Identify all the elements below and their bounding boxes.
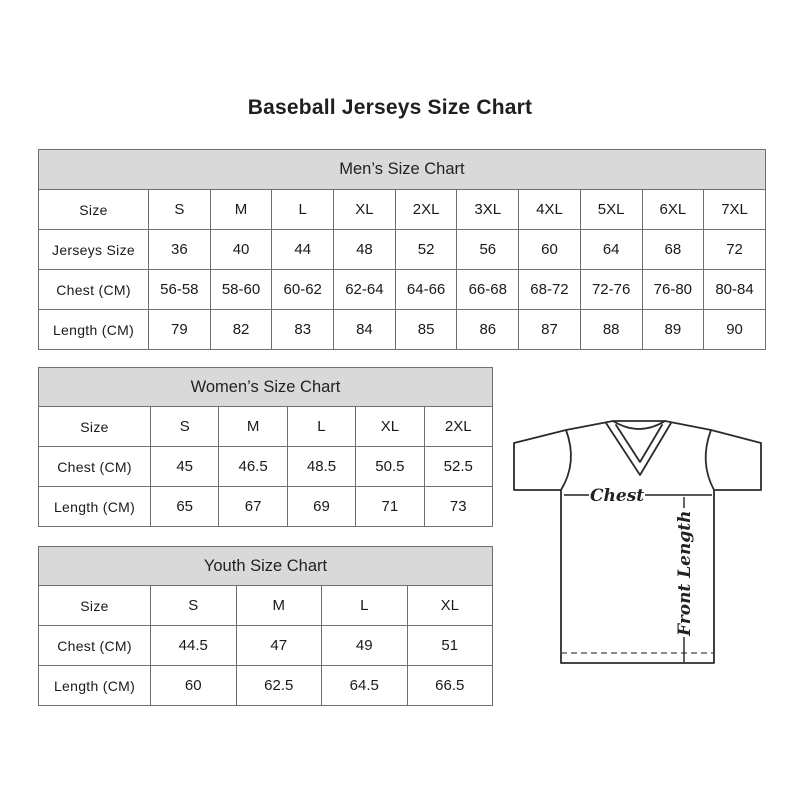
v-neck-inner — [616, 425, 662, 462]
table-cell: 48.5 — [287, 447, 355, 487]
row-label: Chest (CM) — [39, 270, 149, 310]
right-sleeve-seam — [706, 430, 714, 490]
womens-row-chest — [39, 447, 493, 487]
row-label: Length (CM) — [39, 487, 151, 527]
left-sleeve-seam — [561, 430, 571, 490]
table-cell: 60-62 — [272, 270, 334, 310]
table-cell: 89 — [642, 310, 704, 350]
mens-row-jerseys-size — [39, 230, 766, 270]
table-cell: 58-60 — [210, 270, 272, 310]
table-cell: 60 — [519, 230, 581, 270]
mens-row-chest — [39, 270, 766, 310]
table-cell: 44.5 — [151, 626, 237, 666]
table-cell: 45 — [151, 447, 219, 487]
table-cell: 85 — [395, 310, 457, 350]
table-cell: 72 — [704, 230, 766, 270]
table-cell: 64.5 — [322, 666, 408, 706]
table-cell: M — [219, 407, 287, 447]
table-cell: 71 — [356, 487, 424, 527]
table-cell: 66.5 — [407, 666, 493, 706]
youth-row-size — [39, 586, 493, 626]
womens-table-heading: Women’s Size Chart — [39, 368, 493, 407]
table-cell: M — [236, 586, 322, 626]
table-cell: 6XL — [642, 190, 704, 230]
table-cell: 7XL — [704, 190, 766, 230]
mens-size-table — [38, 149, 766, 350]
table-cell: L — [287, 407, 355, 447]
womens-size-table — [38, 367, 493, 527]
table-cell: 60 — [151, 666, 237, 706]
row-label: Chest (CM) — [39, 626, 151, 666]
mens-row-length — [39, 310, 766, 350]
mens-table-heading: Men’s Size Chart — [39, 150, 766, 190]
table-cell: 69 — [287, 487, 355, 527]
table-cell: 65 — [151, 487, 219, 527]
row-label: Size — [39, 407, 151, 447]
womens-row-length — [39, 487, 493, 527]
jersey-measurement-diagram — [505, 405, 775, 675]
table-cell: 52 — [395, 230, 457, 270]
table-cell: M — [210, 190, 272, 230]
youth-row-chest — [39, 626, 493, 666]
table-cell: 84 — [334, 310, 396, 350]
table-cell: 46.5 — [219, 447, 287, 487]
table-cell: 76-80 — [642, 270, 704, 310]
chest-label: Chest — [590, 486, 645, 506]
table-cell: 80-84 — [704, 270, 766, 310]
v-neck-outer — [606, 423, 671, 475]
table-cell: 79 — [149, 310, 211, 350]
table-cell: 64 — [580, 230, 642, 270]
table-cell: 67 — [219, 487, 287, 527]
row-label: Length (CM) — [39, 666, 151, 706]
table-cell: 49 — [322, 626, 408, 666]
table-cell: 83 — [272, 310, 334, 350]
table-cell: L — [272, 190, 334, 230]
collar — [613, 421, 665, 429]
table-cell: 52.5 — [424, 447, 492, 487]
table-cell: 36 — [149, 230, 211, 270]
row-label: Jerseys Size — [39, 230, 149, 270]
youth-size-table — [38, 546, 493, 706]
table-cell: XL — [407, 586, 493, 626]
mens-row-size — [39, 190, 766, 230]
row-label: Size — [39, 190, 149, 230]
row-label: Size — [39, 586, 151, 626]
table-cell: XL — [356, 407, 424, 447]
table-cell: 64-66 — [395, 270, 457, 310]
table-cell: 72-76 — [580, 270, 642, 310]
front-length-label: Front Length — [675, 510, 695, 636]
table-cell: 2XL — [424, 407, 492, 447]
table-cell: 50.5 — [356, 447, 424, 487]
table-cell: 3XL — [457, 190, 519, 230]
table-cell: 86 — [457, 310, 519, 350]
youth-table-heading: Youth Size Chart — [39, 547, 493, 586]
table-cell: 73 — [424, 487, 492, 527]
table-cell: 88 — [580, 310, 642, 350]
table-cell: 40 — [210, 230, 272, 270]
table-cell: 56-58 — [149, 270, 211, 310]
table-cell: 48 — [334, 230, 396, 270]
table-cell: 66-68 — [457, 270, 519, 310]
table-cell: 62.5 — [236, 666, 322, 706]
table-cell: 47 — [236, 626, 322, 666]
youth-row-length — [39, 666, 493, 706]
table-cell: S — [149, 190, 211, 230]
row-label: Length (CM) — [39, 310, 149, 350]
table-cell: 56 — [457, 230, 519, 270]
table-cell: 62-64 — [334, 270, 396, 310]
table-cell: S — [151, 407, 219, 447]
table-cell: XL — [334, 190, 396, 230]
table-cell: 82 — [210, 310, 272, 350]
table-cell: 68 — [642, 230, 704, 270]
table-cell: 5XL — [580, 190, 642, 230]
table-cell: 51 — [407, 626, 493, 666]
table-cell: L — [322, 586, 408, 626]
table-cell: 87 — [519, 310, 581, 350]
table-cell: 44 — [272, 230, 334, 270]
table-cell: 4XL — [519, 190, 581, 230]
page-title: Baseball Jerseys Size Chart — [247, 96, 533, 119]
table-cell: 68-72 — [519, 270, 581, 310]
table-cell: 90 — [704, 310, 766, 350]
table-cell: S — [151, 586, 237, 626]
table-cell: 2XL — [395, 190, 457, 230]
womens-row-size — [39, 407, 493, 447]
row-label: Chest (CM) — [39, 447, 151, 487]
